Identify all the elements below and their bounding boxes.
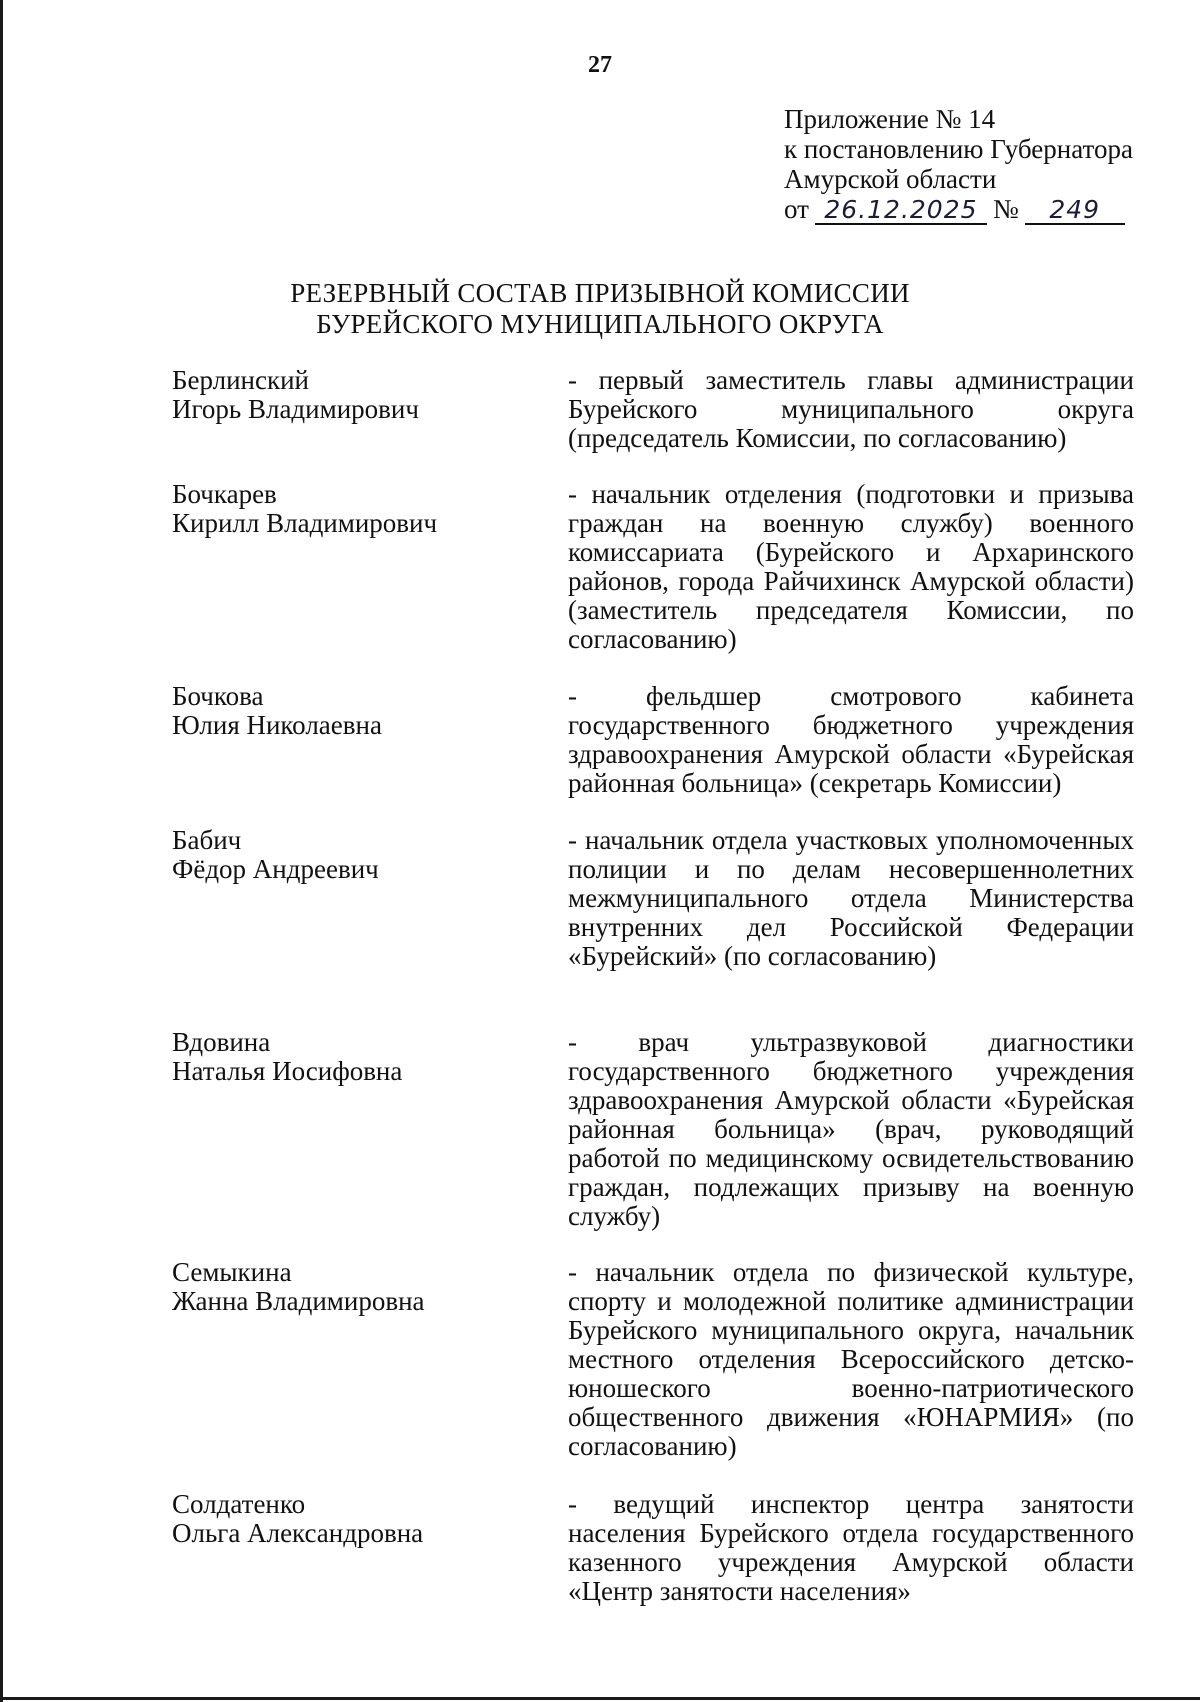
member-given-names: Фёдор Андреевич	[172, 854, 379, 884]
member-role: - начальник отдела участковых уполномоченных полиции и по делам несовершеннолетних межмуниципального отдела Министерства внутренних дел Российской Федерации «Бурейский» (по согласованию)	[568, 825, 1134, 971]
member-given-names: Жанна Владимировна	[172, 1286, 425, 1316]
handwritten-date: 26.12.2025	[815, 197, 987, 225]
member-role: - начальник отдела по физической культуре, спорту и молодежной политике администрации Бурейского муниципального округа, начальник местного отделения Всероссийского детско-юношеского военно-патриотического общественного движения «ЮНАРМИЯ» (по согласованию)	[568, 1257, 1134, 1461]
member-surname: Бабич	[172, 825, 242, 855]
member-name	[172, 480, 532, 538]
member-name	[172, 1490, 532, 1548]
member-surname: Вдовина	[172, 1027, 271, 1057]
member-given-names: Наталья Иосифовна	[172, 1056, 403, 1086]
member-surname: Семыкина	[172, 1257, 292, 1287]
member-role: - фельдшер смотрового кабинета государственного бюджетного учреждения здравоохранения Амурской области «Бурейская районная больница» (секретарь Комиссии)	[568, 681, 1134, 798]
scan-bottom-edge	[0, 1697, 1200, 1700]
member-given-names: Ольга Александровна	[172, 1518, 424, 1548]
title-line-1: РЕЗЕРВНЫЙ СОСТАВ ПРИЗЫВНОЙ КОМИССИИ	[290, 278, 910, 308]
member-role: - ведущий инспектор центра занятости населения Бурейского отдела государственного казенного учреждения Амурской области «Центр занятости населения»	[568, 1489, 1134, 1606]
member-given-names: Юлия Николаевна	[172, 710, 382, 740]
number-prefix: №	[992, 194, 1019, 224]
member-given-names: Кирилл Владимирович	[172, 508, 438, 538]
member-name	[172, 826, 532, 884]
document-title	[0, 278, 1200, 340]
member-surname: Солдатенко	[172, 1489, 306, 1519]
date-prefix: от	[784, 194, 809, 224]
member-role: - врач ультразвуковой диагностики государственного бюджетного учреждения здравоохранения Амурской области «Бурейская районная больница» (врач, руководящий работой по медицинскому освидетельствованию граждан, подлежащих призыву на военную службу)	[568, 1027, 1134, 1231]
member-role: - первый заместитель главы администрации Бурейского муниципального округа (председатель Комиссии, по согласованию)	[568, 365, 1134, 453]
member-name	[172, 1028, 532, 1086]
appendix-number: Приложение № 14	[784, 104, 996, 134]
page-number: 27	[588, 52, 612, 78]
member-surname: Бочкова	[172, 681, 264, 711]
title-line-2: БУРЕЙСКОГО МУНИЦИПАЛЬНОГО ОКРУГА	[316, 309, 884, 339]
handwritten-number: 249	[1025, 197, 1125, 225]
appendix-region: Амурской области	[784, 164, 997, 194]
appendix-header	[784, 104, 1174, 225]
member-surname: Берлинский	[172, 365, 310, 395]
scan-left-edge	[0, 0, 3, 1702]
appendix-date-line	[784, 194, 1174, 225]
member-name	[172, 366, 532, 424]
member-given-names: Игорь Владимирович	[172, 394, 419, 424]
member-name	[172, 1258, 532, 1316]
member-surname: Бочкарев	[172, 479, 277, 509]
appendix-decree-ref: к постановлению Губернатора	[784, 134, 1133, 164]
member-name	[172, 682, 532, 740]
member-role: - начальник отделения (подготовки и призыва граждан на военную службу) военного комиссариата (Бурейского и Архаринского районов, города Райчихинск Амурской области) (заместитель председателя Комиссии, по согласованию)	[568, 479, 1134, 654]
